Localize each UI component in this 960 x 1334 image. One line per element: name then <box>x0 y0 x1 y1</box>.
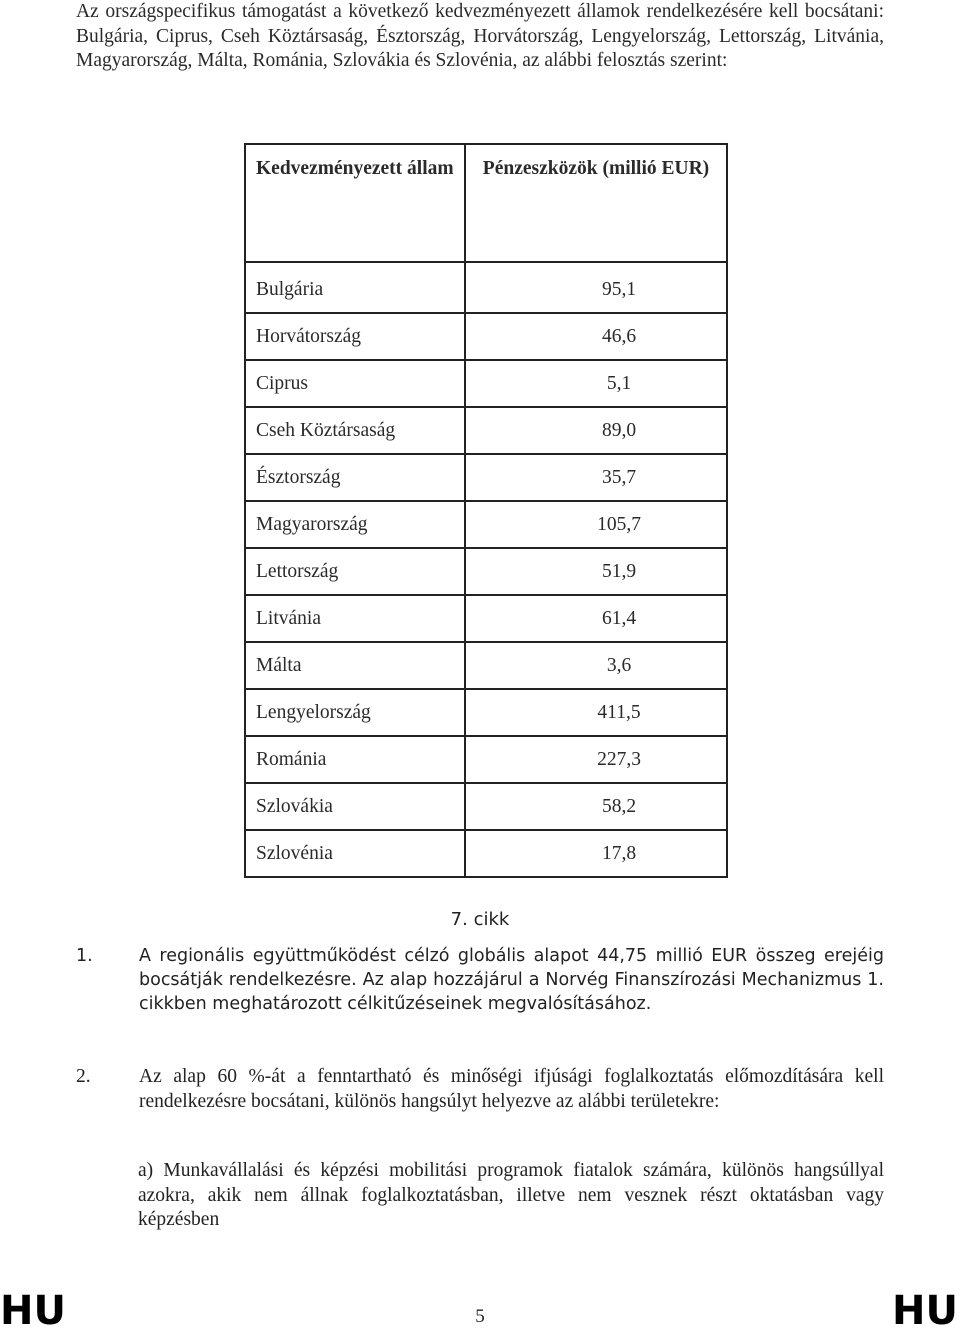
paragraph-number: 2. <box>76 1066 91 1087</box>
amount-cell: 58,2 <box>465 783 727 830</box>
paragraph-text: Az alap 60 %-át a fenntartható és minőségi ifjúsági foglalkoztatás előmozdítására kell rendelkezésre bocsátani, különös hangsúlyt helyezve az alábbi területekre: <box>139 1066 884 1112</box>
table-row <box>245 689 727 736</box>
amount-cell: 411,5 <box>465 689 727 736</box>
state-cell: Litvánia <box>245 595 465 642</box>
paragraph-number: 1. <box>76 946 93 966</box>
amount-cell: 89,0 <box>465 407 727 454</box>
table-row <box>245 548 727 595</box>
header-beneficiary-state: Kedvezményezett állam <box>245 144 465 262</box>
language-code-right: HU <box>892 1288 958 1334</box>
state-cell: Horvátország <box>245 313 465 360</box>
state-cell: Magyarország <box>245 501 465 548</box>
amount-cell: 95,1 <box>465 262 727 313</box>
amount-cell: 51,9 <box>465 548 727 595</box>
paragraph-text: A regionális együttműködést célzó globális alapot 44,75 millió EUR összeg erejéig bocsátják rendelkezésre. Az alap hozzájárul a Norvég Finanszírozási Mechanizmus 1. cikkben meghatározott célkitűzéseinek megvalósításához. <box>139 946 884 1014</box>
table-row <box>245 830 727 877</box>
table-row <box>245 454 727 501</box>
state-cell: Ciprus <box>245 360 465 407</box>
table-row <box>245 407 727 454</box>
table-row <box>245 595 727 642</box>
header-funds: Pénzeszközök (millió EUR) <box>465 144 727 262</box>
table-row <box>245 642 727 689</box>
amount-cell: 3,6 <box>465 642 727 689</box>
table-row <box>245 736 727 783</box>
amount-cell: 5,1 <box>465 360 727 407</box>
state-cell: Szlovénia <box>245 830 465 877</box>
page-number: 5 <box>475 1306 485 1327</box>
amount-cell: 35,7 <box>465 454 727 501</box>
amount-cell: 61,4 <box>465 595 727 642</box>
table-body <box>245 262 727 877</box>
amount-cell: 46,6 <box>465 313 727 360</box>
state-cell: Bulgária <box>245 262 465 313</box>
allocation-table <box>244 143 728 878</box>
table-header-row <box>245 144 727 262</box>
state-cell: Szlovákia <box>245 783 465 830</box>
state-cell: Észtország <box>245 454 465 501</box>
amount-cell: 105,7 <box>465 501 727 548</box>
amount-cell: 17,8 <box>465 830 727 877</box>
article-heading: 7. cikk <box>450 909 510 930</box>
language-code-left: HU <box>0 1288 66 1334</box>
table-row <box>245 262 727 313</box>
state-cell: Románia <box>245 736 465 783</box>
list-item-a: a) Munkavállalási és képzési mobilitási programok fiatalok számára, különös hangsúllyal azokra, akik nem állnak foglalkoztatásban, illetve nem vesznek részt oktatásban vagy képzésben <box>138 1160 884 1230</box>
amount-cell: 227,3 <box>465 736 727 783</box>
intro-paragraph: Az országspecifikus támogatást a következő kedvezményezett államok rendelkezésére kell bocsátani: Bulgária, Ciprus, Cseh Köztársaság, Észtország, Horvátország, Lengyelország, Lettország, Litvánia, Magyarország, Málta, Románia, Szlovákia és Szlovénia, az alábbi felosztás szerint: <box>76 1 884 71</box>
table-row <box>245 783 727 830</box>
state-cell: Málta <box>245 642 465 689</box>
state-cell: Lengyelország <box>245 689 465 736</box>
table-row <box>245 313 727 360</box>
state-cell: Cseh Köztársaság <box>245 407 465 454</box>
state-cell: Lettország <box>245 548 465 595</box>
table-row <box>245 360 727 407</box>
table-row <box>245 501 727 548</box>
